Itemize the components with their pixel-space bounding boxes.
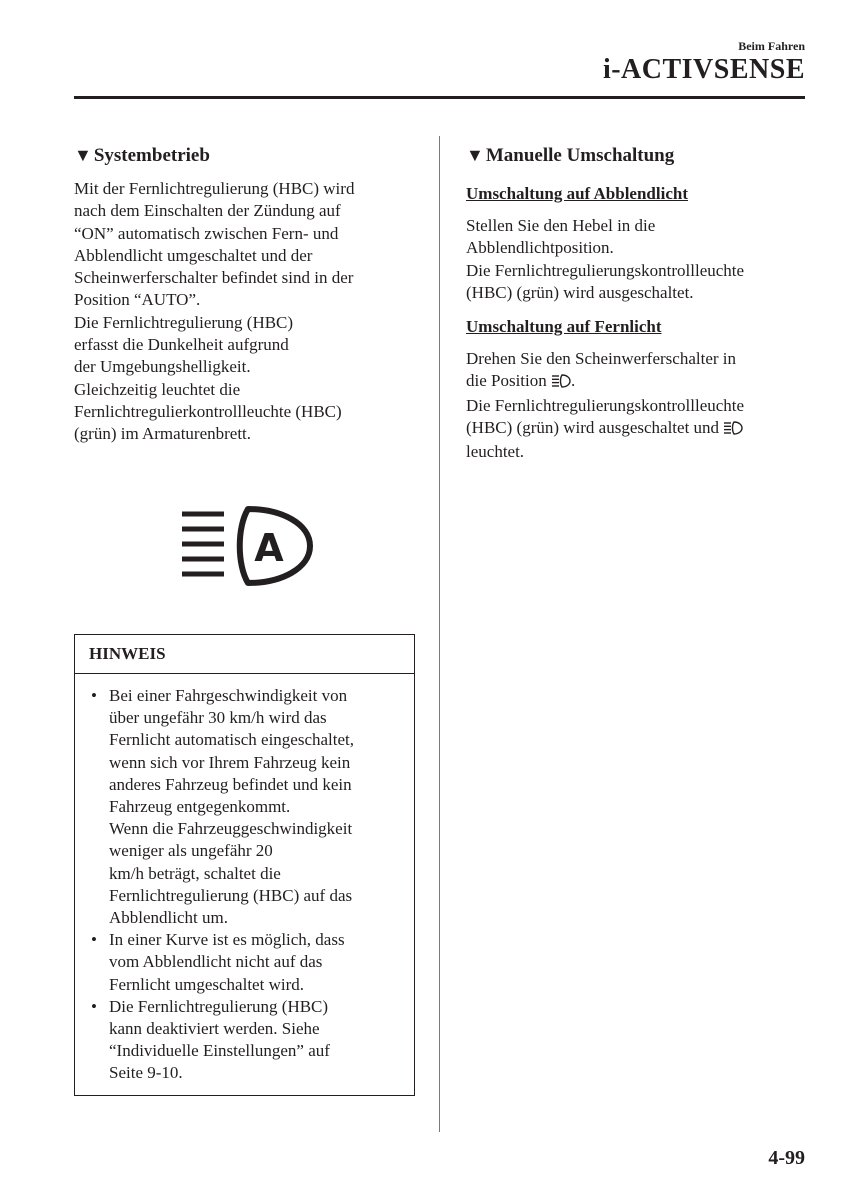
right-column: [466, 142, 811, 464]
bullet-icon: •: [91, 686, 97, 705]
triangle-marker-icon: ▼: [74, 145, 92, 165]
header-title: i-ACTIVSENSE: [602, 54, 805, 85]
fernlicht-text-part: leuchtet.: [466, 442, 525, 462]
high-beam-icon: [551, 372, 571, 394]
bullet-icon: •: [91, 930, 97, 950]
fernlicht-text-part: Drehen Sie den Scheinwerferschalter in die Position: [466, 349, 736, 391]
abblendlicht-subheading: Umschaltung auf Abblendlicht: [466, 184, 688, 203]
hbc-indicator-icon: [180, 505, 320, 590]
hinweis-title: HINWEIS: [75, 635, 414, 674]
bullet-icon: •: [91, 996, 97, 1016]
fernlicht-subheading: Umschaltung auf Fernlicht: [466, 317, 662, 337]
hinweis-item-text: Bei einer Fahrgeschwindigkeit von über ungefähr 30 km/h wird das Fernlicht automatisch eingeschaltet, wenn sich vor Ihrem Fahrzeug kein anderes Fahrzeug befindet und kein Fahrzeug entgegenkommt. Wenn die Fahrzeuggeschwindigkeit weniger als ungefähr 20 km/h beträgt, schaltet die Fernlichtregulierung (HBC) auf das Abblendlicht um.: [109, 686, 355, 928]
hinweis-item: [89, 929, 406, 996]
abblendlicht-paragraph: Stellen Sie den Hebel in die Abblendlichtposition. Die Fernlichtregulierungskontrollleuchte (HBC) (grün) wird ausgeschaltet.: [466, 216, 745, 302]
triangle-marker-icon: ▼: [466, 145, 484, 165]
fernlicht-text-part: . Die Fernlichtregulierungskontrollleuchte (HBC) (grün) wird ausgeschaltet und: [466, 371, 745, 438]
fernlicht-paragraph: [466, 348, 811, 463]
heading-text: Manuelle Umschaltung: [485, 145, 675, 166]
hinweis-item: [89, 685, 406, 929]
heading-text: Systembetrieb: [93, 145, 210, 166]
hbc-icon-letter: A: [254, 526, 284, 570]
column-divider: [439, 136, 440, 1132]
hinweis-item: [89, 996, 406, 1085]
page-number: 4-99: [768, 1147, 805, 1169]
hinweis-item-text: In einer Kurve ist es möglich, dass vom Abblendlicht nicht auf das Fernlicht umgeschaltet wird.: [109, 930, 345, 994]
left-column: [74, 142, 419, 446]
hinweis-list: [75, 674, 414, 1085]
systembetrieb-heading: [74, 142, 419, 169]
hinweis-box: [74, 634, 415, 1096]
header-section: Beim Fahren: [738, 39, 805, 53]
hinweis-item-text: Die Fernlichtregulierung (HBC) kann deaktiviert werden. Siehe “Individuelle Einstellungen” auf Seite 9-10.: [109, 996, 330, 1083]
header-rule: [74, 96, 805, 99]
manuelle-umschaltung-heading: [466, 142, 811, 169]
high-beam-icon: [723, 419, 743, 441]
systembetrieb-paragraph: Mit der Fernlichtregulierung (HBC) wird nach dem Einschalten der Zündung auf “ON” automatisch zwischen Fern- und Abblendlicht umgeschaltet und der Scheinwerferschalter befindet sind in der Position “AUTO”. Die Fernlichtregulierung (HBC) erfasst die Dunkelheit aufgrund der Umgebungshelligkeit. Gleichzeitig leuchtet die Fernlichtregulierkontrollleuchte (HBC) (grün) im Armaturenbrett.: [74, 179, 355, 444]
